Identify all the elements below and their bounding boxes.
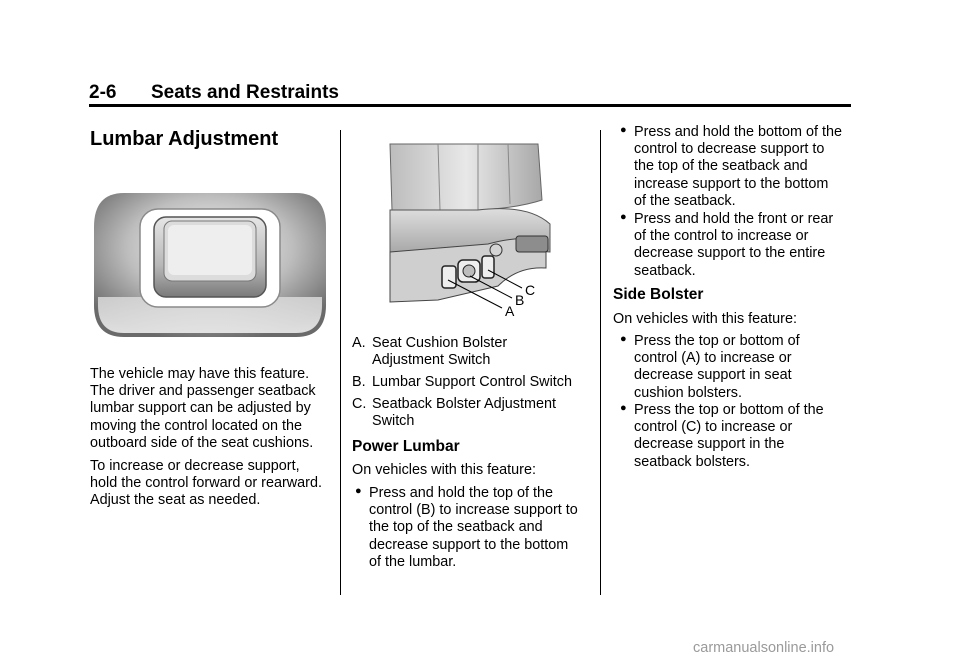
lumbar-switch-figure [94, 193, 326, 337]
bullet-power-lumbar-3: ● Press and hold the front or rear of the control to increase or decrease support to the entire seatback. [620, 211, 834, 279]
bullet-icon: ● [620, 211, 627, 223]
page-header [89, 82, 851, 106]
bullet-power-lumbar-1: ● Press and hold the top of the control (B) to increase support to the top of the seatback and decrease support to the bottom of the lumbar. [355, 485, 578, 570]
bullet-icon: ● [355, 485, 362, 497]
column-divider-1 [340, 130, 341, 595]
power-lumbar-intro: On vehicles with this feature: [352, 462, 536, 478]
callout-c: C [525, 282, 536, 298]
heading-power-lumbar: Power Lumbar [352, 438, 460, 455]
heading-lumbar-adjustment: Lumbar Adjustment [90, 128, 279, 150]
page-number: 2-6 [89, 82, 117, 103]
callout-b: B [515, 292, 525, 308]
callout-a: A [505, 303, 515, 319]
bullet-icon: ● [620, 402, 627, 414]
bullet-side-bolster-2: ● Press the top or bottom of the control (C) to increase or decrease support in the seatback bolsters. [620, 402, 824, 470]
bullet-icon: ● [620, 124, 627, 136]
bullet-icon: ● [620, 333, 627, 345]
bullet-side-bolster-1: ● Press the top or bottom of control (A) to increase or decrease support in seat cushion bolsters. [620, 333, 800, 401]
paragraph-lumbar-intro: The vehicle may have this feature. The driver and passenger seatback lumbar support can be adjusted by moving the control located on the outboard side of the seat cushions. [90, 366, 316, 451]
bullet-power-lumbar-2: ● Press and hold the bottom of the control to decrease support to the top of the seatback and increase support to the bottom of the seatback. [620, 124, 842, 209]
side-bolster-intro: On vehicles with this feature: [613, 311, 797, 327]
heading-side-bolster: Side Bolster [613, 286, 704, 303]
column-divider-2 [600, 130, 601, 595]
paragraph-lumbar-adjust: To increase or decrease support, hold the control forward or rearward. Adjust the seat as needed. [90, 458, 322, 509]
header-rule [89, 104, 851, 107]
watermark: carmanualsonline.info [693, 640, 835, 656]
section-title: Seats and Restraints [151, 82, 339, 103]
